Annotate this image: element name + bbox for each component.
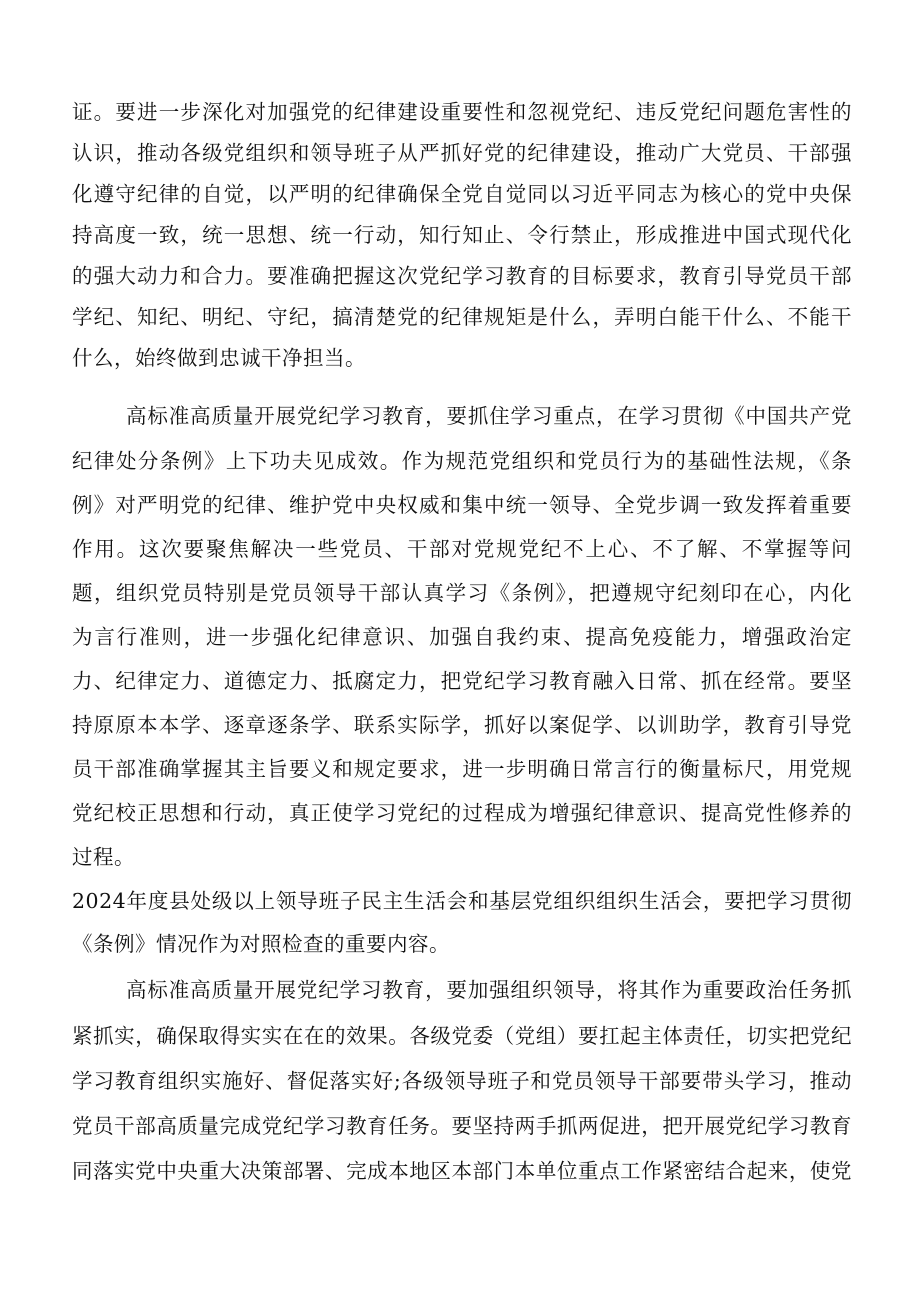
text-line: 紧抓实，确保取得实实在在的效果。各级党委（党组）要扛起主体责任，切实把党纪: [72, 1024, 852, 1048]
paragraph-first-line: 高标准高质量开展党纪学习教育，要加强组织领导，将其作为重要政治任务抓: [126, 978, 852, 1002]
text-line: 认识，推动各级党组织和领导班子从严抓好党的纪律建设，推动广大党员、干部强: [72, 141, 852, 165]
text-line: 持高度一致，统一思想、统一行动，知行知止、令行禁止，形成推进中国式现代化: [72, 223, 852, 247]
text-line: 例》对严明党的纪律、维护党中央权威和集中统一领导、全党步调一致发挥着重要: [72, 493, 852, 517]
text-line: 什么，始终做到忠诚干净担当。: [72, 346, 366, 370]
text-line: 学纪、知纪、明纪、守纪，搞清楚党的纪律规矩是什么，弄明白能干什么、不能干: [72, 305, 852, 329]
text-line: 同落实党中央重大决策部署、完成本地区本部门本单位重点工作紧密结合起来，使党: [72, 1159, 852, 1183]
text-line: 的强大动力和合力。要准确把握这次党纪学习教育的目标要求，教育引导党员干部: [72, 264, 852, 288]
paragraph-first-line: 高标准高质量开展党纪学习教育，要抓住学习重点，在学习贯彻《中国共产党: [126, 404, 852, 428]
text-line: 党员干部高质量完成党纪学习教育任务。要坚持两手抓两促进，把开展党纪学习教育: [72, 1114, 852, 1138]
text-line: 化遵守纪律的自觉，以严明的纪律确保全党自觉同以习近平同志为核心的党中央保: [72, 182, 852, 206]
text-line: 作用。这次要聚焦解决一些党员、干部对党规党纪不上心、不了解、不掌握等问: [72, 537, 852, 561]
text-line: 为言行准则，进一步强化纪律意识、加强自我约束、提高免疫能力，增强政治定: [72, 625, 852, 649]
text-line: 题，组织党员特别是党员领导干部认真学习《条例》，把遵规守纪刻印在心，内化: [72, 581, 852, 605]
text-line: 2024年度县处级以上领导班子民主生活会和基层党组织组织生活会，要把学习贯彻: [72, 889, 852, 913]
text-line: 过程。: [72, 845, 135, 869]
text-line: 持原原本本学、逐章逐条学、联系实际学，抓好以案促学、以训助学，教育引导党: [72, 713, 852, 737]
text-line: 力、纪律定力、道德定力、抵腐定力，把党纪学习教育融入日常、抓在经常。要坚: [72, 669, 852, 693]
text-line: 党纪校正思想和行动，真正使学习党纪的过程成为增强纪律意识、提高党性修养的: [72, 801, 852, 825]
text-line: 纪律处分条例》上下功夫见成效。作为规范党组织和党员行为的基础性法规，《条: [72, 449, 852, 473]
text-line: 学习教育组织实施好、督促落实好;各级领导班子和党员领导干部要带头学习，推动: [72, 1069, 852, 1093]
text-line: 《条例》情况作为对照检查的重要内容。: [72, 932, 450, 956]
text-line: 证。要进一步深化对加强党的纪律建设重要性和忽视党纪、违反党纪问题危害性的: [72, 100, 852, 124]
text-line: 员干部准确掌握其主旨要义和规定要求，进一步明确日常言行的衡量标尺，用党规: [72, 757, 852, 781]
